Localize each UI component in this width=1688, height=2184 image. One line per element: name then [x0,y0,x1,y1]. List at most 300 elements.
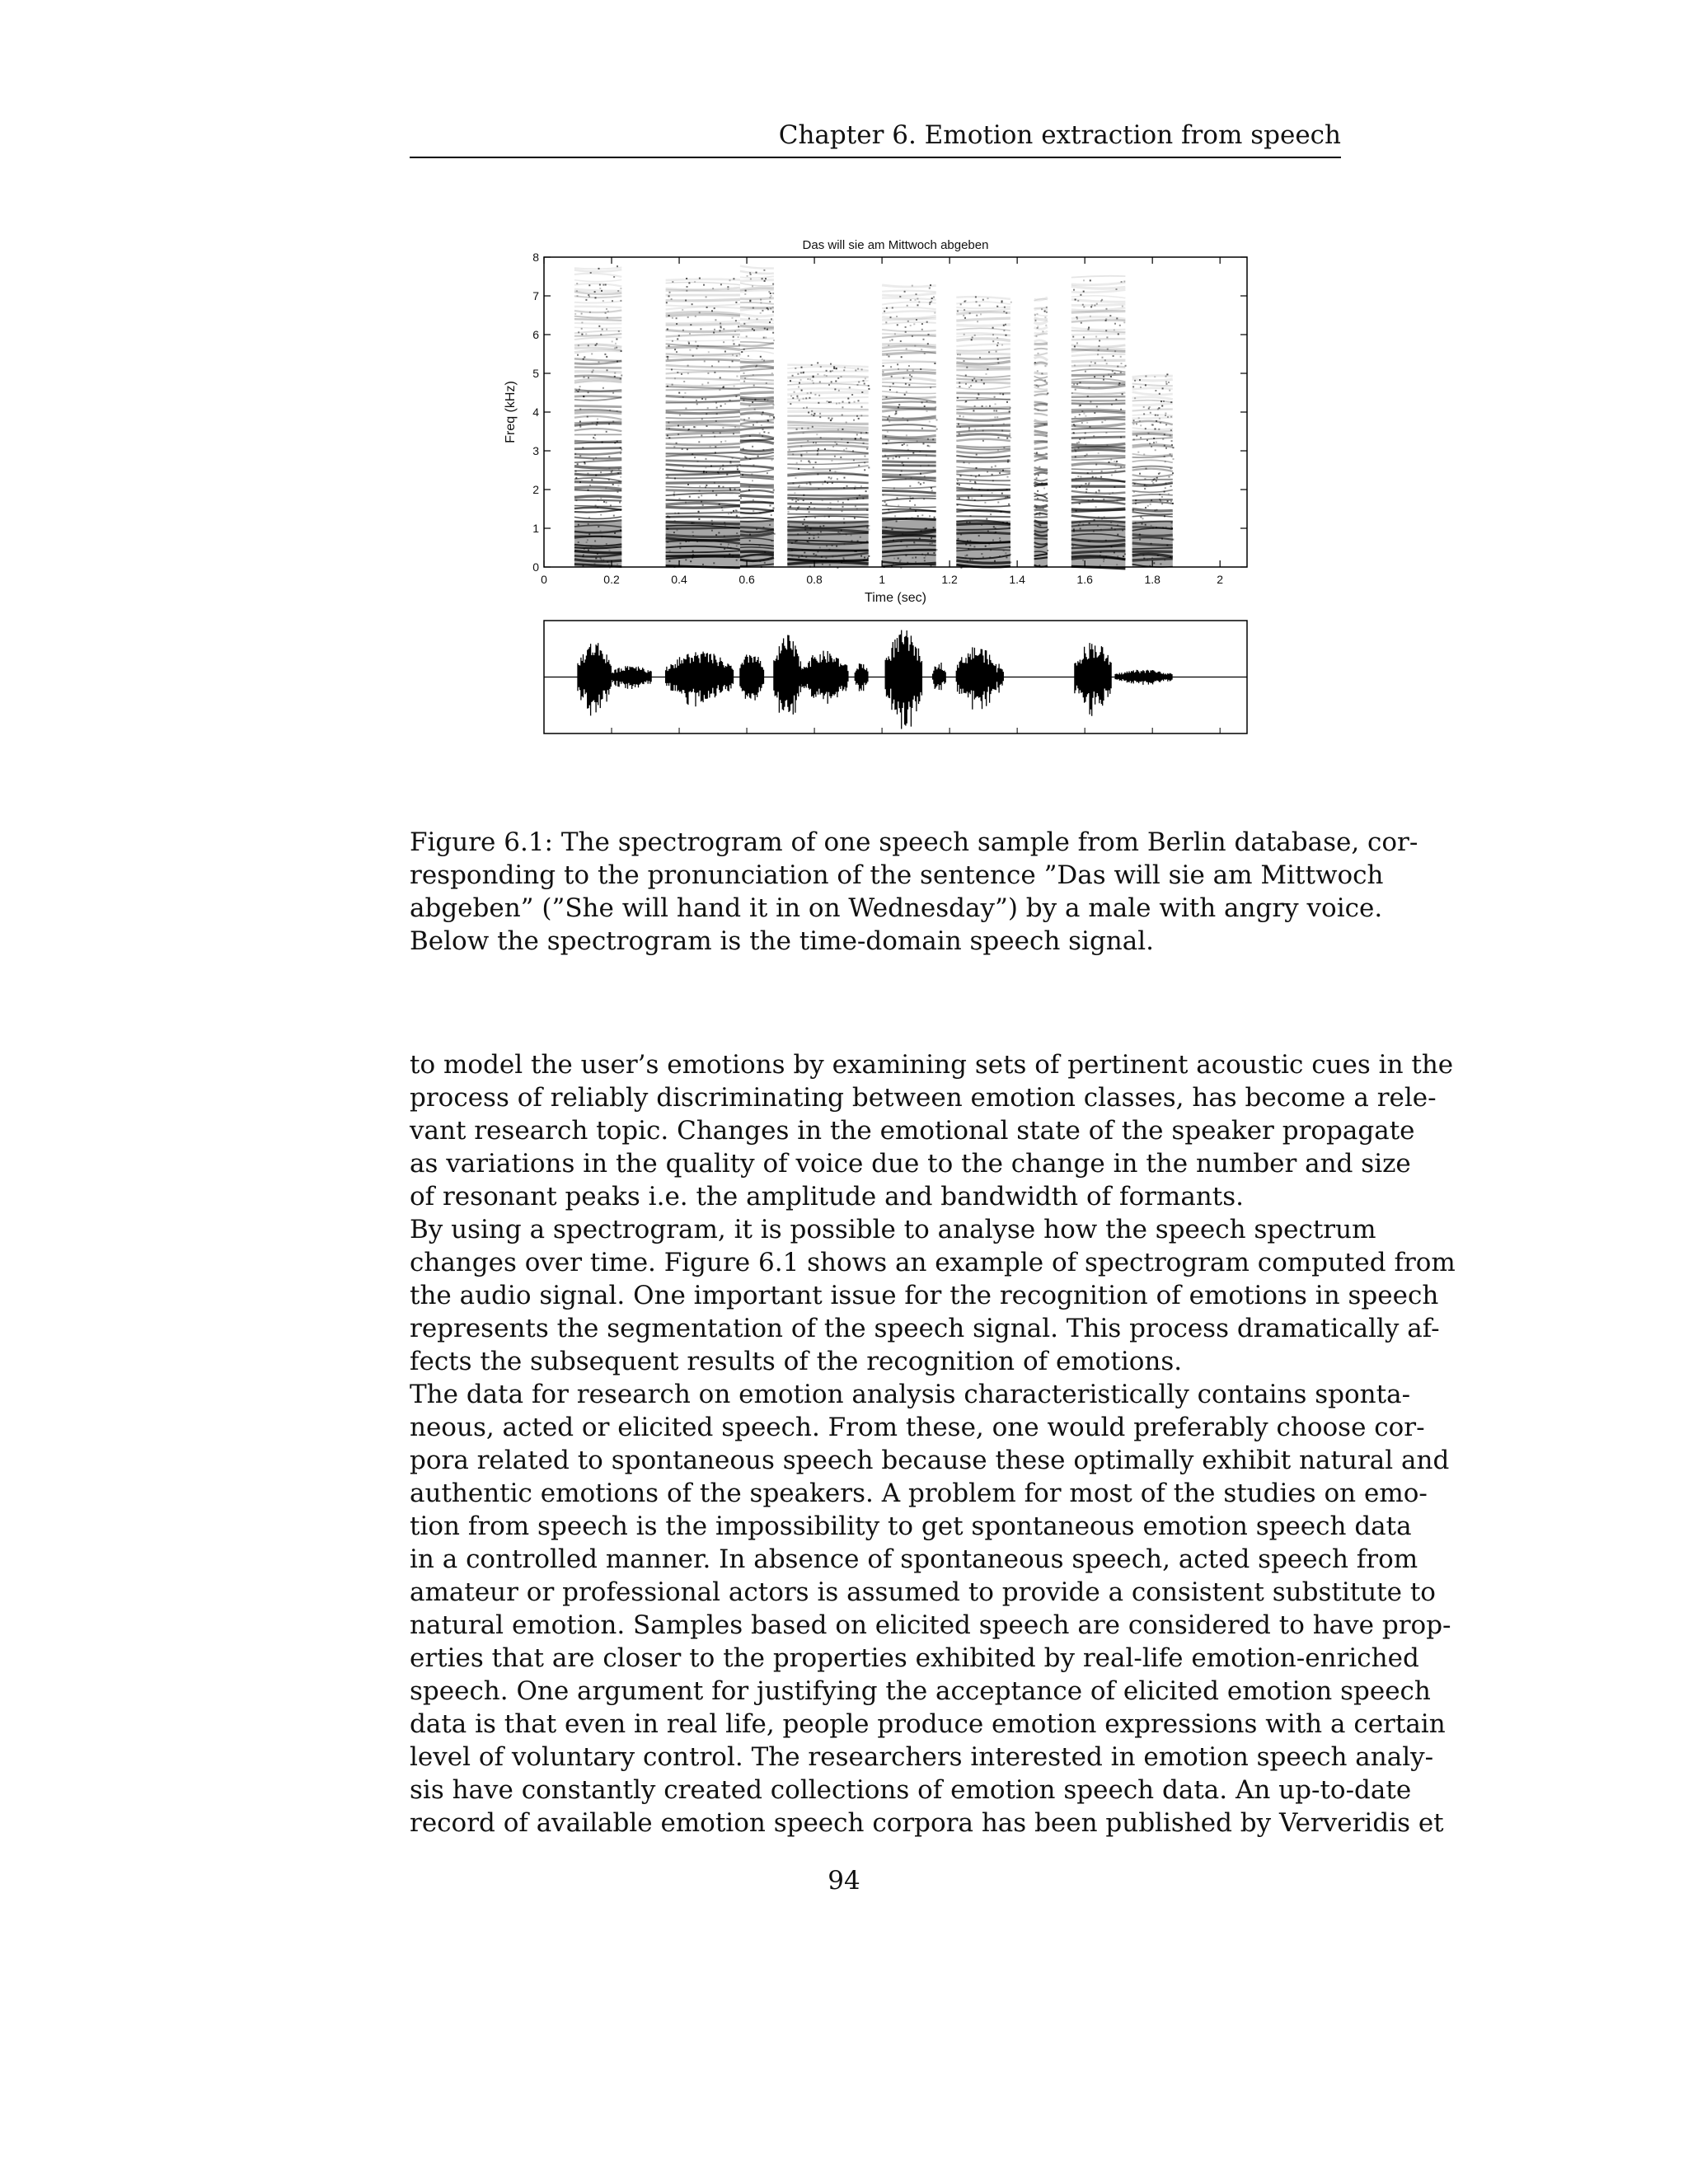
speckle [585,299,587,301]
speckle [601,290,603,292]
speckle [921,349,922,350]
speckle [682,426,684,428]
formant-band [882,521,936,567]
speckle [1092,476,1094,478]
harmonic-stripe [1034,480,1048,481]
speckle [982,405,983,407]
speckle [768,291,770,293]
speckle [1001,300,1003,302]
speckle [914,504,916,506]
speckle [824,480,826,482]
speckle [772,307,774,308]
speckle [917,440,918,442]
harmonic-stripe [666,412,740,414]
speckle [701,398,703,400]
speckle [908,365,910,367]
speckle [868,388,870,390]
speckle [743,400,744,401]
speckle [617,290,619,292]
speckle [1110,459,1112,461]
speckle [965,383,967,385]
speckle [738,336,739,338]
harmonic-stripe [956,434,1010,436]
speckle [864,469,865,471]
speckle [804,518,805,520]
speckle [607,311,609,312]
speckle [1077,300,1079,302]
speckle [1098,349,1100,351]
speckle [1170,429,1172,431]
speckle [987,298,989,299]
speckle [923,482,925,484]
speckle [824,448,826,450]
speckle [916,319,917,321]
speckle [1088,327,1090,329]
harmonic-stripe [1132,499,1173,500]
speckle [818,402,819,404]
harmonic-stripe [1132,403,1173,405]
speckle [617,441,618,443]
speckle [746,335,748,337]
speckle [996,351,997,353]
speckle [1114,350,1116,352]
speckle [971,339,973,340]
speckle [896,391,898,393]
speckle [843,369,845,371]
speckle [614,442,616,443]
speckle [829,470,831,471]
speckle [1122,393,1123,395]
speckle [711,365,713,367]
speckle [917,298,918,300]
speckle [1086,422,1088,424]
speckle [771,459,773,461]
speckle [686,278,687,279]
speckle [667,356,668,358]
speckle [836,403,837,405]
speckle [1137,452,1139,453]
harmonic-stripe [1071,437,1126,438]
speckle [800,372,802,373]
harmonic-stripe [956,466,1010,469]
harmonic-stripe [956,461,1010,462]
speckle [986,518,987,520]
speckle [852,450,854,452]
speckle [828,384,830,386]
speckle [682,396,684,398]
speckle [909,500,911,502]
speckle [595,505,597,507]
harmonic-stripe [1071,334,1126,335]
harmonic-stripe [740,490,774,493]
speckle [1098,452,1100,454]
harmonic-stripe [666,359,740,361]
speckle [761,414,762,415]
speckle [734,489,736,490]
speckle [831,381,832,382]
speckle [714,307,715,309]
harmonic-stripe [956,474,1010,476]
speckle [704,360,706,362]
speckle [964,462,965,463]
speckle [868,529,870,531]
speckle [899,474,901,476]
speckle [1091,304,1093,306]
speckle [677,338,678,340]
speckle [907,369,908,371]
speckle [923,443,925,444]
speckle [615,343,617,344]
harmonic-stripe [787,371,868,373]
speckle [667,435,668,437]
harmonic-stripe [1034,353,1048,355]
speckle [982,440,984,442]
speckle [806,452,808,453]
speckle [612,484,614,485]
speckle [830,401,832,403]
speckle [612,470,613,471]
speckle [1152,482,1154,484]
speckle [1086,454,1088,456]
speckle [705,486,706,488]
speckle [828,417,830,419]
speckle [603,300,604,302]
speckle [1170,401,1172,403]
harmonic-stripe [1071,304,1126,305]
speckle [1080,476,1081,478]
speckle [687,316,689,318]
speckle [892,307,893,309]
harmonic-stripe [882,518,936,519]
speckle [903,417,904,419]
speckle [926,455,927,457]
speckle [1145,376,1146,377]
speckle [602,329,603,330]
speckle [667,476,668,478]
speckle [851,394,853,396]
speckle [818,448,819,450]
speckle [959,426,961,428]
harmonic-stripe [1071,463,1126,466]
speckle [583,359,584,360]
speckle [584,356,585,358]
formant-band [787,521,868,567]
speckle [743,448,744,450]
speckle [975,476,977,477]
speckle [1133,424,1135,425]
harmonic-stripe [574,496,621,498]
speckle [612,300,613,302]
speckle [581,321,583,323]
harmonic-stripe [666,307,740,310]
harmonic-stripe [956,424,1010,425]
speckle [820,366,822,368]
speckle [1094,412,1095,414]
speckle [609,410,611,411]
waveform-path [740,654,764,700]
speckle [735,396,737,397]
speckle [1118,333,1119,335]
speckle [674,513,676,514]
speckle [853,459,855,461]
harmonic-stripe [740,351,774,354]
speckle [997,342,999,344]
speckle [738,344,740,346]
speckle [1132,509,1134,511]
speckle [1083,279,1085,281]
speckle [1153,438,1155,439]
speckle [1168,382,1170,383]
speckle [749,435,751,437]
speckle [667,358,668,359]
harmonic-stripe [666,461,740,462]
speckle [581,313,583,315]
speckle [1159,418,1160,419]
speckle [1076,487,1077,489]
speckle [990,513,992,515]
harmonic-stripe [740,470,774,473]
speckle [1139,473,1141,475]
speckle [692,355,694,357]
speckle [817,373,818,375]
harmonic-stripe [1132,397,1173,400]
harmonic-stripe [574,284,621,286]
speckle [885,321,887,323]
speckle [1081,485,1082,486]
harmonic-stripe [882,293,936,296]
speckle [1133,438,1135,440]
speckle [621,375,622,377]
harmonic-stripe [574,311,621,313]
speckle [769,297,771,298]
harmonic-stripe [882,298,936,300]
harmonic-stripe [574,301,621,302]
harmonic-stripe [787,408,868,410]
speckle [1139,379,1141,381]
speckle [1155,449,1156,451]
speckle [1125,365,1127,367]
speckle [830,419,832,421]
speckle [714,329,715,330]
speckle [585,333,587,335]
harmonic-stripe [740,375,774,377]
speckle [915,299,917,301]
speckle [1001,344,1003,346]
speckle [929,445,931,447]
speckle [677,372,678,373]
harmonic-stripe [787,495,868,496]
speckle [743,419,745,420]
speckle [889,356,890,358]
speckle [620,377,621,379]
speckle [1156,477,1158,479]
speckle [1098,517,1100,518]
waveform-burst [801,651,848,704]
speckle [916,293,917,295]
speckle [884,436,886,438]
speckle [992,424,993,426]
running-title: Chapter 6. Emotion extraction from speech [778,120,1341,150]
speckle [1095,491,1097,493]
harmonic-stripe [1071,424,1126,426]
speckle [1003,423,1005,424]
waveform-path [933,663,946,690]
harmonic-stripe [574,344,621,347]
harmonic-stripe [1034,509,1048,511]
speckle [699,312,701,313]
speckle [617,265,618,267]
speckle [593,459,594,461]
speckle [835,471,837,472]
speckle [827,401,828,402]
speckle [706,413,707,415]
speckle [861,406,863,408]
harmonic-stripe [666,452,740,454]
harmonic-stripe [1132,490,1173,492]
speckle [1097,354,1099,355]
speckle [996,337,998,339]
speckle [800,446,802,448]
speckle [970,385,972,387]
harmonic-stripe [882,391,936,394]
harmonic-stripe [1034,314,1048,316]
speckle [1145,384,1146,386]
harmonic-stripe [956,504,1010,507]
harmonic-stripe [1132,454,1173,456]
speckle [1006,489,1008,490]
speckle [996,410,997,412]
harmonic-stripe [740,342,774,344]
speckle [712,490,714,492]
speckle [931,487,932,489]
speckle [614,347,616,349]
harmonic-stripe [956,498,1010,500]
speckle [767,307,768,309]
speckle [794,391,795,393]
speckle [902,444,903,446]
speckle [608,479,610,480]
speckle [1080,294,1081,296]
waveform-burst [1115,670,1172,685]
speckle [1095,336,1097,338]
speckle [813,442,814,443]
speckle [847,499,849,500]
speckle [703,471,705,473]
speckle [1170,485,1172,487]
harmonic-stripe [1034,467,1048,470]
speckle [705,398,706,400]
speckle [600,514,602,516]
formant-band [666,521,740,567]
speckle [900,340,902,342]
speckle [799,382,800,384]
speckle [1103,376,1104,377]
speckle [1003,447,1005,448]
harmonic-stripe [666,279,740,280]
speckle [1145,428,1146,429]
speckle [1146,485,1147,487]
speckle [692,453,693,455]
harmonic-stripe [882,285,936,287]
speckle [696,400,697,401]
speckle [805,516,807,518]
speckle [843,487,845,489]
speckle [968,429,970,431]
harmonic-stripe [666,283,740,285]
speckle [762,449,764,451]
speckle [966,367,968,368]
harmonic-stripe [666,356,740,357]
speckle [727,288,729,290]
speckle [929,515,931,517]
caption-line: Figure 6.1: The spectrogram of one speech sample from Berlin database, cor- [410,827,1418,857]
speckle [696,348,697,349]
formant-band [1034,521,1048,567]
harmonic-stripe [956,369,1010,370]
speckle [856,434,858,435]
speckle [583,396,584,397]
harmonic-stripe [787,383,868,385]
speckle [683,381,685,382]
speckle [577,391,579,392]
harmonic-stripe [882,455,936,457]
speckle [849,387,851,388]
speckle [1120,437,1122,438]
harmonic-stripe [574,406,621,407]
speckle [936,429,938,430]
speckle [678,425,679,427]
speckle [856,498,858,499]
speckle [772,311,774,312]
speckle [1041,308,1043,310]
harmonic-stripe [574,269,621,271]
speckle [1046,498,1048,499]
formant-band [740,521,774,567]
harmonic-stripe [666,330,740,332]
speckle [800,460,802,462]
waveform-burst [1075,643,1111,716]
speckle [617,472,619,474]
speckle [1167,416,1169,418]
harmonic-stripe [882,373,936,375]
speckle [968,498,969,499]
harmonic-stripe [574,482,621,483]
speckle [1116,461,1118,462]
speckle [575,477,577,479]
speckle [599,288,601,289]
speckle [1043,508,1044,509]
harmonic-stripe [1034,431,1048,434]
speckle [734,343,735,344]
speckle [1085,491,1087,493]
speckle [924,353,926,354]
harmonic-stripe [882,311,936,313]
speckle [1120,409,1122,410]
running-header [410,117,1341,158]
speckle [1150,412,1151,414]
speckle [771,295,772,297]
speckle [1118,384,1120,386]
speckle [1144,485,1146,486]
speckle [587,473,588,475]
speckle [790,505,791,507]
harmonic-stripe [1071,290,1126,293]
speckle [1073,289,1075,291]
speckle [907,444,908,446]
speckle [1043,424,1045,425]
speckle [899,296,901,298]
speckle [1172,472,1174,474]
